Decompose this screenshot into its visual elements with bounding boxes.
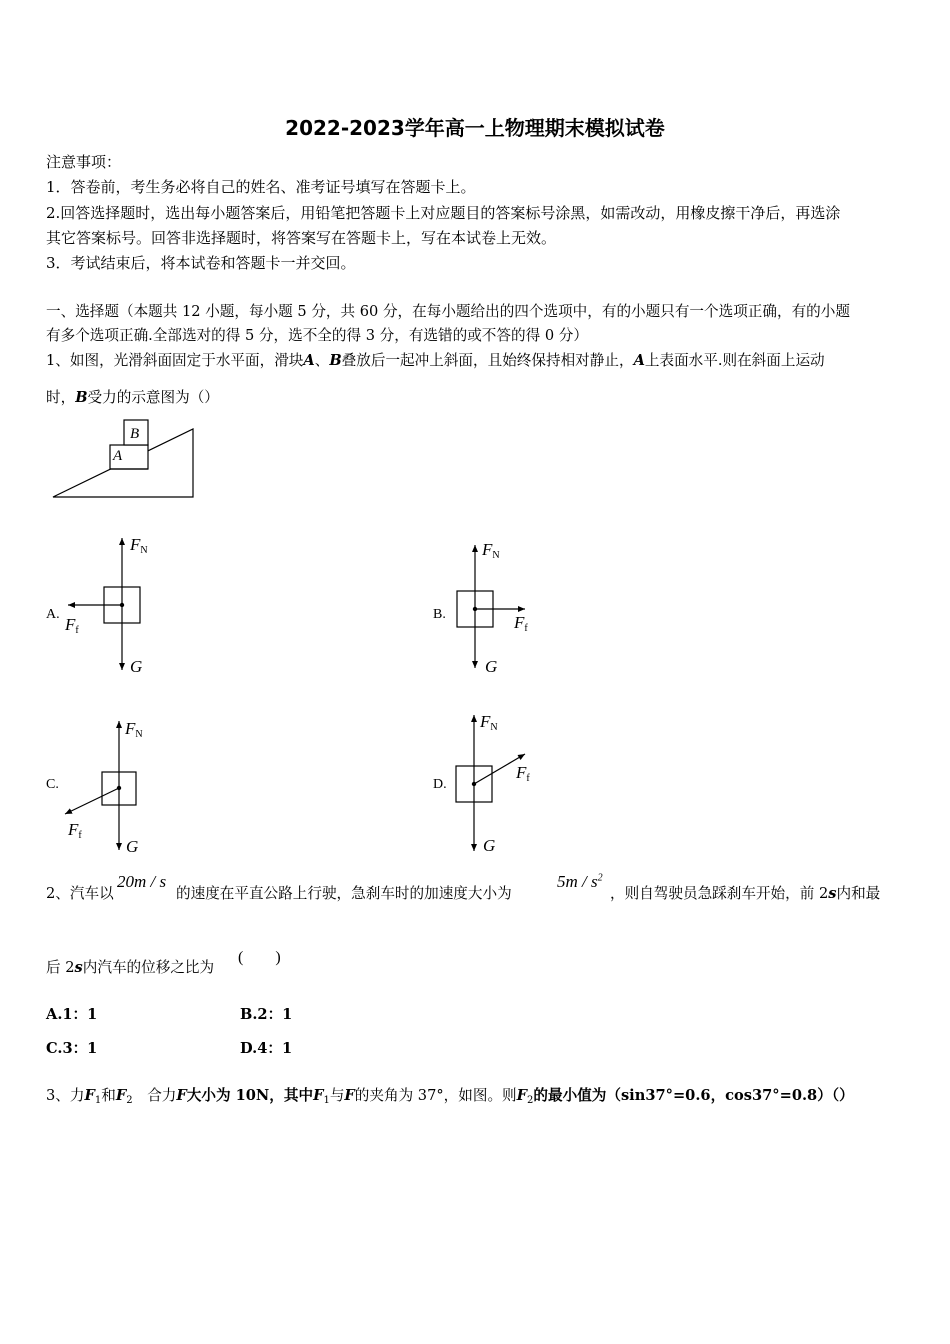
g-label: G (485, 657, 498, 676)
fn-label: FN (480, 712, 498, 733)
q2-text-post: ，则自驾驶员急踩刹车开始，前 2s内和最 (610, 885, 881, 902)
g-label: G (483, 836, 496, 855)
q2-text-line2: 后 2s内汽车的位移之比为 (46, 959, 215, 976)
fn-label: FN (130, 535, 148, 556)
q1-option-d-diagram (440, 705, 560, 860)
incline-figure (50, 418, 200, 502)
q1-option-c-diagram (60, 712, 170, 862)
q1-option-c-label[interactable]: C. (46, 777, 59, 792)
q3-text: 3、力$F_1$和$F_2$ 合力F大小为 10N，其中$F_1$与F的夹角为 37°，如图。则$F_2$的最小值为（sin37°=0.6，cos37°=0.8）（） (46, 1087, 854, 1106)
q2-choice-d[interactable]: D.4：1 (240, 1040, 293, 1057)
notice-item-2-cont: 其它答案标号。回答非选择题时，将答案写在答题卡上，写在本试卷上无效。 (46, 229, 557, 247)
block-b-label: B (130, 426, 140, 442)
q2-velocity: 20m / s (117, 872, 167, 891)
g-label: G (130, 657, 143, 676)
q2-choice-a[interactable]: A.1：1 (46, 1006, 98, 1023)
q1-option-d-label[interactable]: D. (433, 777, 447, 792)
q1-option-b-label[interactable]: B. (433, 607, 446, 622)
ff-label: Ff (516, 763, 530, 784)
g-label: G (126, 837, 139, 856)
section-heading-line1: 一、选择题（本题共 12 小题，每小题 5 分，共 60 分，在每小题给出的四个选项中，有的小题只有一个选项正确，有的小题 (46, 303, 850, 320)
q2-choice-b[interactable]: B.2：1 (240, 1006, 293, 1023)
ff-label: Ff (514, 613, 528, 634)
block-a-label: A (113, 448, 123, 464)
q2-answer-paren: ( ) (238, 949, 281, 966)
notice-item-3: 3．考试结束后，将本试卷和答题卡一并交回。 (46, 254, 356, 272)
q1-option-a-diagram (60, 530, 170, 680)
page-title: 2022-2023学年高一上物理期末模拟试卷 (285, 116, 665, 140)
notice-heading: 注意事项： (46, 153, 122, 171)
ff-label: Ff (65, 615, 79, 636)
q1-option-a-label[interactable]: A. (46, 607, 60, 622)
q1-option-b-diagram (440, 535, 560, 680)
q2-text-pre: 2、汽车以 (46, 885, 114, 902)
notice-item-1: 1．答卷前，考生务必将自己的姓名、准考证号填写在答题卡上。 (46, 178, 476, 196)
fn-label: FN (482, 540, 500, 561)
q2-choice-c[interactable]: C.3：1 (46, 1040, 98, 1057)
notice-item-2: 2.回答选择题时，选出每小题答案后，用铅笔把答题卡上对应题目的答案标号涂黑，如需改动，用橡皮擦干净后，再选涂 (46, 204, 841, 222)
section-heading-line2: 有多个选项正确.全部选对的得 5 分，选不全的得 3 分，有选错的或不答的得 0 分） (46, 327, 588, 344)
fn-label: FN (125, 719, 143, 740)
ff-label: Ff (68, 820, 82, 841)
q2-text-mid: 的速度在平直公路上行驶，急刹车时的加速度大小为 (176, 885, 512, 902)
q1-text-line2: 时，B受力的示意图为（） (46, 389, 219, 406)
q2-acceleration: $5m / s^2$ (557, 872, 603, 891)
q1-text-line1: 1、如图，光滑斜面固定于水平面，滑块A、B叠放后一起冲上斜面，且始终保持相对静止，A上表面水平.则在斜面上运动 (46, 352, 825, 369)
